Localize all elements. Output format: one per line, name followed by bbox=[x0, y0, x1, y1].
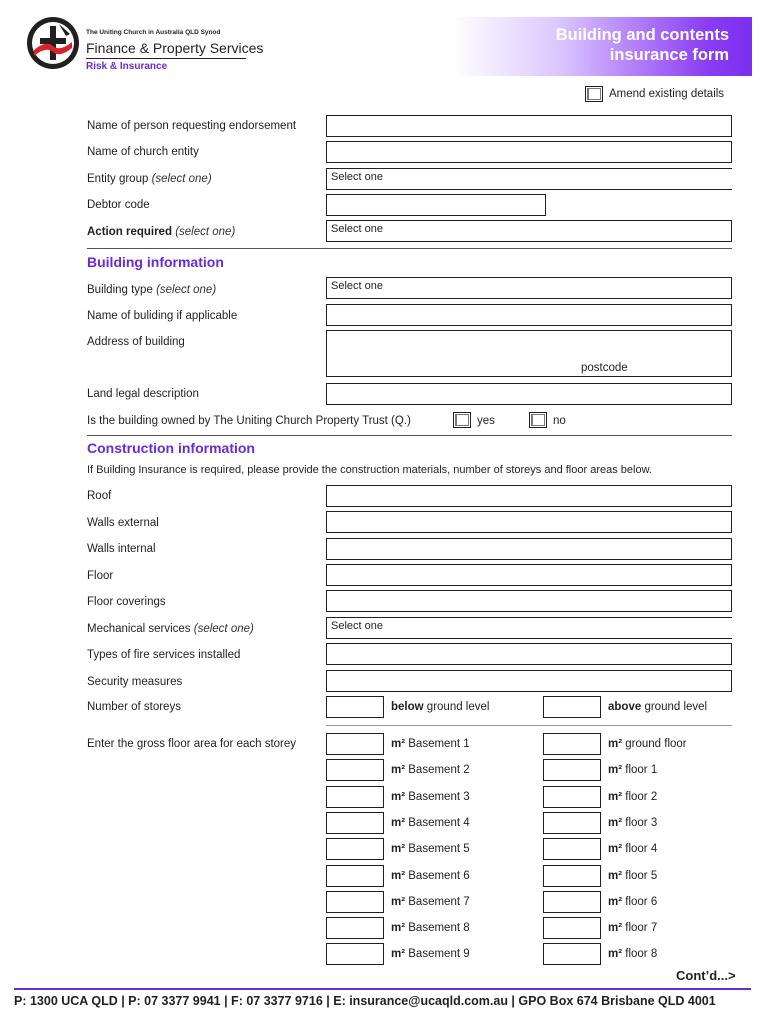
basement-area-input[interactable] bbox=[326, 733, 384, 755]
construction-intro: If Building Insurance is required, please provide the construction materials, number of storeys and floor areas below. bbox=[87, 464, 652, 476]
amend-label: Amend existing details bbox=[609, 88, 725, 100]
basement-label bbox=[391, 896, 470, 908]
floor-label: Floor bbox=[87, 570, 114, 582]
address-input[interactable] bbox=[326, 330, 732, 377]
floor-coverings-label: Floor coverings bbox=[87, 596, 166, 608]
unit-m2: m² bbox=[608, 817, 623, 829]
amend-checkbox[interactable] bbox=[585, 86, 603, 102]
basement-label bbox=[391, 738, 470, 750]
floor-label bbox=[608, 896, 657, 908]
entity-group-label bbox=[87, 173, 212, 185]
postcode-label: postcode bbox=[581, 362, 628, 374]
floor-label bbox=[608, 817, 657, 829]
action-label bbox=[87, 226, 235, 238]
basement-area-input[interactable] bbox=[326, 812, 384, 834]
basement-label bbox=[391, 870, 470, 882]
security-input[interactable] bbox=[326, 670, 732, 692]
unit-m2: m² bbox=[391, 764, 406, 776]
floor-area-input[interactable] bbox=[543, 865, 601, 887]
storeys-above-input[interactable] bbox=[543, 696, 601, 718]
walls-external-input[interactable] bbox=[326, 511, 732, 533]
title-banner bbox=[452, 17, 752, 76]
roof-label: Roof bbox=[87, 490, 112, 502]
roof-input[interactable] bbox=[326, 485, 732, 507]
floor-label-text: floor 5 bbox=[625, 870, 658, 882]
basement-label bbox=[391, 948, 470, 960]
form-title bbox=[556, 25, 729, 65]
floor-label-text: floor 8 bbox=[625, 948, 658, 960]
debtor-input[interactable] bbox=[326, 194, 546, 216]
floor-label-text: ground floor bbox=[625, 738, 687, 750]
unit-m2: m² bbox=[391, 817, 406, 829]
floor-area-input[interactable] bbox=[543, 733, 601, 755]
floor-label bbox=[608, 764, 657, 776]
basement-label bbox=[391, 817, 470, 829]
building-heading: Building information bbox=[87, 254, 224, 270]
address-label: Address of building bbox=[87, 336, 185, 348]
owned-yes-label: yes bbox=[477, 415, 495, 427]
unit-m2: m² bbox=[391, 922, 406, 934]
floor-area-input[interactable] bbox=[543, 786, 601, 808]
fire-services-input[interactable] bbox=[326, 643, 732, 665]
basement-area-input[interactable] bbox=[326, 943, 384, 965]
form-title-line1: Building and contents bbox=[555, 26, 729, 44]
walls-external-label: Walls external bbox=[87, 517, 159, 529]
action-hint: (select one) bbox=[175, 226, 236, 238]
footer-contact: P: 1300 UCA QLD | P: 07 3377 9941 | F: 07 3377 9716 | E: insurance@ucaqld.com.au | GPO Box 674 Brisbane QLD 4001 bbox=[14, 994, 716, 1008]
unit-m2: m² bbox=[608, 843, 623, 855]
entity-group-text: Entity group bbox=[87, 173, 149, 185]
unit-m2: m² bbox=[391, 948, 406, 960]
debtor-label: Debtor code bbox=[87, 199, 150, 211]
unit-m2: m² bbox=[391, 843, 406, 855]
uniting-church-logo bbox=[26, 16, 80, 70]
floor-label-text: floor 2 bbox=[625, 791, 658, 803]
above-rest: ground level bbox=[644, 701, 708, 713]
building-type-text: Building type bbox=[87, 284, 153, 296]
below-rest: ground level bbox=[426, 701, 490, 713]
floor-label bbox=[608, 948, 657, 960]
unit-m2: m² bbox=[608, 791, 623, 803]
church-label: Name of church entity bbox=[87, 146, 199, 158]
basement-label-text: Basement 1 bbox=[408, 738, 470, 750]
above-bold: above bbox=[608, 701, 642, 713]
storeys-label: Number of storeys bbox=[87, 701, 181, 713]
floor-label bbox=[608, 870, 657, 882]
basement-label-text: Basement 4 bbox=[408, 817, 470, 829]
floor-label-text: floor 3 bbox=[625, 817, 658, 829]
unit-m2: m² bbox=[391, 896, 406, 908]
floor-area-input[interactable] bbox=[543, 812, 601, 834]
floor-label bbox=[608, 922, 657, 934]
building-name-input[interactable] bbox=[326, 304, 732, 326]
floor-label-text: floor 1 bbox=[625, 764, 658, 776]
requester-input[interactable] bbox=[326, 115, 732, 137]
above-ground-label bbox=[608, 701, 707, 713]
unit-m2: m² bbox=[608, 738, 623, 750]
unit-m2: m² bbox=[608, 870, 623, 882]
basement-label-text: Basement 3 bbox=[408, 791, 470, 803]
section-divider bbox=[87, 248, 732, 249]
floor-area-input[interactable] bbox=[543, 943, 601, 965]
basement-area-input[interactable] bbox=[326, 786, 384, 808]
basement-area-input[interactable] bbox=[326, 917, 384, 939]
floor-label-text: floor 4 bbox=[625, 843, 658, 855]
floor-area-input[interactable] bbox=[543, 759, 601, 781]
storeys-divider bbox=[326, 725, 732, 726]
owned-yes-checkbox[interactable] bbox=[453, 412, 471, 428]
basement-label-text: Basement 8 bbox=[408, 922, 470, 934]
basement-label-text: Basement 6 bbox=[408, 870, 470, 882]
legal-label: Land legal description bbox=[87, 388, 199, 400]
owned-no-label: no bbox=[553, 415, 566, 427]
unit-m2: m² bbox=[608, 764, 623, 776]
building-type-hint: (select one) bbox=[156, 284, 217, 296]
mechanical-label bbox=[87, 623, 254, 635]
basement-area-input[interactable] bbox=[326, 891, 384, 913]
basement-label bbox=[391, 843, 470, 855]
section-divider-2 bbox=[87, 435, 732, 436]
continued-label: Cont’d...> bbox=[676, 968, 736, 983]
basement-area-input[interactable] bbox=[326, 838, 384, 860]
storeys-below-input[interactable] bbox=[326, 696, 384, 718]
floor-label-text: floor 7 bbox=[625, 922, 658, 934]
security-label: Security measures bbox=[87, 676, 183, 688]
unit-m2: m² bbox=[608, 948, 623, 960]
basement-label-text: Basement 7 bbox=[408, 896, 470, 908]
mechanical-text: Mechanical services bbox=[87, 623, 191, 635]
basement-area-input[interactable] bbox=[326, 759, 384, 781]
gross-area-label: Enter the gross floor area for each storey bbox=[87, 738, 297, 750]
floor-area-input[interactable] bbox=[543, 917, 601, 939]
unit-m2: m² bbox=[608, 896, 623, 908]
building-type-label bbox=[87, 284, 216, 296]
church-input[interactable] bbox=[326, 141, 732, 163]
action-text: Action required bbox=[87, 226, 172, 238]
basement-label-text: Basement 2 bbox=[408, 764, 470, 776]
basement-label bbox=[391, 764, 470, 776]
mechanical-select[interactable]: Select one bbox=[326, 617, 732, 639]
owned-question: Is the building owned by The Uniting Church Property Trust (Q.) bbox=[87, 415, 411, 427]
floor-input[interactable] bbox=[326, 564, 732, 586]
entity-group-select[interactable]: Select one bbox=[326, 168, 732, 190]
department-rule bbox=[86, 58, 246, 59]
sub-department: Risk & Insurance bbox=[86, 61, 168, 72]
basement-label-text: Basement 5 bbox=[408, 843, 470, 855]
fire-services-label: Types of fire services installed bbox=[87, 649, 241, 661]
floor-label bbox=[608, 791, 657, 803]
unit-m2: m² bbox=[391, 870, 406, 882]
entity-group-hint: (select one) bbox=[151, 173, 212, 185]
below-bold: below bbox=[391, 701, 424, 713]
floor-coverings-input[interactable] bbox=[326, 590, 732, 612]
basement-label bbox=[391, 922, 470, 934]
basement-label-text: Basement 9 bbox=[408, 948, 470, 960]
unit-m2: m² bbox=[391, 738, 406, 750]
building-type-select[interactable]: Select one bbox=[326, 277, 732, 299]
building-name-label: Name of buliding if applicable bbox=[87, 310, 238, 322]
owned-no-checkbox[interactable] bbox=[529, 412, 547, 428]
basement-label bbox=[391, 791, 470, 803]
floor-label bbox=[608, 843, 657, 855]
floor-label bbox=[608, 738, 687, 750]
floor-area-input[interactable] bbox=[543, 838, 601, 860]
walls-internal-label: Walls internal bbox=[87, 543, 156, 555]
legal-input[interactable] bbox=[326, 383, 732, 405]
floor-label-text: floor 6 bbox=[625, 896, 658, 908]
floor-area-input[interactable] bbox=[543, 891, 601, 913]
department-name: Finance & Property Services bbox=[86, 40, 264, 56]
unit-m2: m² bbox=[391, 791, 406, 803]
mechanical-hint: (select one) bbox=[193, 623, 254, 635]
org-name: The Uniting Church in Australia QLD Synod bbox=[86, 29, 221, 36]
basement-area-input[interactable] bbox=[326, 865, 384, 887]
unit-m2: m² bbox=[608, 922, 623, 934]
construction-heading: Construction information bbox=[87, 440, 255, 456]
action-select[interactable]: Select one bbox=[326, 220, 732, 242]
requester-label: Name of person requesting endorsement bbox=[87, 120, 297, 132]
form-title-line2: insurance form bbox=[609, 46, 729, 64]
below-ground-label bbox=[391, 701, 489, 713]
walls-internal-input[interactable] bbox=[326, 538, 732, 560]
footer-rule bbox=[14, 988, 751, 990]
